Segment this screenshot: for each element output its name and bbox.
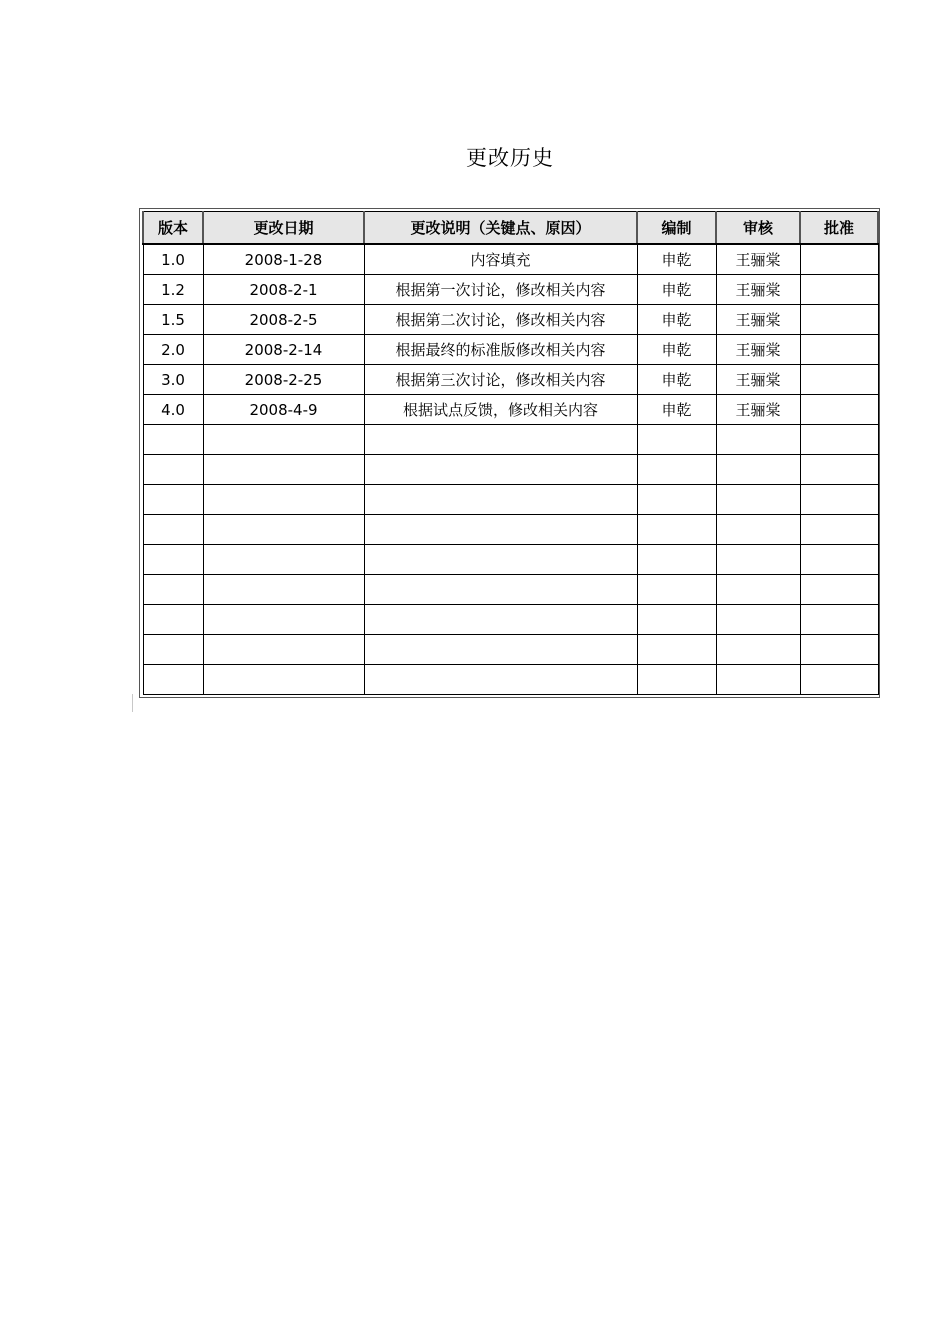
cell-author: 申乾: [637, 275, 716, 305]
cell-description: [364, 575, 637, 605]
cell-date: [203, 425, 364, 455]
cell-approver: [800, 425, 878, 455]
table-row: [143, 305, 878, 335]
cell-author: [637, 665, 716, 695]
cell-reviewer: [716, 425, 800, 455]
cell-author: 申乾: [637, 244, 716, 275]
cell-author: 申乾: [637, 395, 716, 425]
cell-reviewer: [716, 455, 800, 485]
header-change-description: 更改说明（关键点、原因）: [364, 212, 637, 245]
cell-author: [637, 545, 716, 575]
cell-reviewer: [716, 575, 800, 605]
table-row: [143, 605, 878, 635]
table-row: [143, 515, 878, 545]
cell-version: 3.0: [143, 365, 203, 395]
cell-reviewer: 王骊棠: [716, 275, 800, 305]
cell-approver: [800, 485, 878, 515]
cell-approver: [800, 365, 878, 395]
cell-description: [364, 425, 637, 455]
header-change-date: 更改日期: [203, 212, 364, 245]
cell-reviewer: 王骊棠: [716, 365, 800, 395]
cell-approver: [800, 275, 878, 305]
page-title: 更改历史: [466, 146, 554, 170]
cell-description: 根据第一次讨论，修改相关内容: [364, 275, 637, 305]
table-row: [143, 455, 878, 485]
cell-approver: [800, 515, 878, 545]
cell-version: 4.0: [143, 395, 203, 425]
cell-date: [203, 665, 364, 695]
cell-version: 1.5: [143, 305, 203, 335]
cell-version: [143, 545, 203, 575]
cell-description: [364, 545, 637, 575]
cell-reviewer: 王骊棠: [716, 335, 800, 365]
cell-version: 2.0: [143, 335, 203, 365]
cell-description: 根据试点反馈，修改相关内容: [364, 395, 637, 425]
cell-reviewer: 王骊棠: [716, 305, 800, 335]
cell-description: 根据第三次讨论，修改相关内容: [364, 365, 637, 395]
cell-reviewer: 王骊棠: [716, 395, 800, 425]
cell-date: [203, 635, 364, 665]
cell-reviewer: [716, 605, 800, 635]
cell-date: [203, 455, 364, 485]
cell-description: [364, 665, 637, 695]
cell-description: [364, 605, 637, 635]
cell-date: 2008-2-5: [203, 305, 364, 335]
change-history-table: [142, 211, 879, 695]
cell-version: [143, 635, 203, 665]
table-row: [143, 545, 878, 575]
cell-description: [364, 455, 637, 485]
table-row: [143, 365, 878, 395]
table-row: [143, 575, 878, 605]
table-row: [143, 275, 878, 305]
cell-approver: [800, 455, 878, 485]
cell-description: 根据第二次讨论，修改相关内容: [364, 305, 637, 335]
header-approver: 批准: [800, 212, 878, 245]
cell-date: 2008-1-28: [203, 244, 364, 275]
table-row: [143, 635, 878, 665]
cell-approver: [800, 335, 878, 365]
cell-date: [203, 515, 364, 545]
cell-approver: [800, 305, 878, 335]
cell-reviewer: [716, 515, 800, 545]
cell-approver: [800, 665, 878, 695]
table-row: [143, 244, 878, 275]
cell-reviewer: [716, 485, 800, 515]
cell-author: [637, 425, 716, 455]
page-margin-marker: [132, 694, 133, 712]
change-history-table-frame: [139, 208, 880, 698]
cell-author: [637, 635, 716, 665]
cell-author: [637, 485, 716, 515]
cell-version: [143, 485, 203, 515]
cell-approver: [800, 395, 878, 425]
header-author: 编制: [637, 212, 716, 245]
cell-author: [637, 515, 716, 545]
cell-approver: [800, 605, 878, 635]
cell-date: 2008-4-9: [203, 395, 364, 425]
table-row: [143, 665, 878, 695]
cell-approver: [800, 545, 878, 575]
cell-description: [364, 485, 637, 515]
cell-description: 根据最终的标准版修改相关内容: [364, 335, 637, 365]
table-row: [143, 335, 878, 365]
cell-approver: [800, 635, 878, 665]
cell-author: 申乾: [637, 365, 716, 395]
cell-description: [364, 515, 637, 545]
cell-author: 申乾: [637, 335, 716, 365]
cell-description: [364, 635, 637, 665]
cell-date: [203, 605, 364, 635]
cell-author: 申乾: [637, 305, 716, 335]
header-version: 版本: [143, 212, 203, 245]
cell-date: 2008-2-1: [203, 275, 364, 305]
cell-reviewer: 王骊棠: [716, 244, 800, 275]
cell-date: 2008-2-14: [203, 335, 364, 365]
cell-date: [203, 485, 364, 515]
cell-author: [637, 605, 716, 635]
cell-author: [637, 575, 716, 605]
cell-version: 1.2: [143, 275, 203, 305]
cell-date: 2008-2-25: [203, 365, 364, 395]
table-header-row: [143, 212, 878, 245]
cell-reviewer: [716, 545, 800, 575]
cell-version: [143, 665, 203, 695]
table-row: [143, 485, 878, 515]
cell-version: [143, 455, 203, 485]
cell-approver: [800, 244, 878, 275]
cell-date: [203, 545, 364, 575]
cell-version: [143, 515, 203, 545]
header-reviewer: 审核: [716, 212, 800, 245]
cell-author: [637, 455, 716, 485]
cell-version: [143, 575, 203, 605]
cell-version: 1.0: [143, 244, 203, 275]
cell-reviewer: [716, 635, 800, 665]
cell-version: [143, 425, 203, 455]
cell-approver: [800, 575, 878, 605]
cell-description: 内容填充: [364, 244, 637, 275]
cell-reviewer: [716, 665, 800, 695]
table-row: [143, 395, 878, 425]
cell-date: [203, 575, 364, 605]
cell-version: [143, 605, 203, 635]
table-row: [143, 425, 878, 455]
